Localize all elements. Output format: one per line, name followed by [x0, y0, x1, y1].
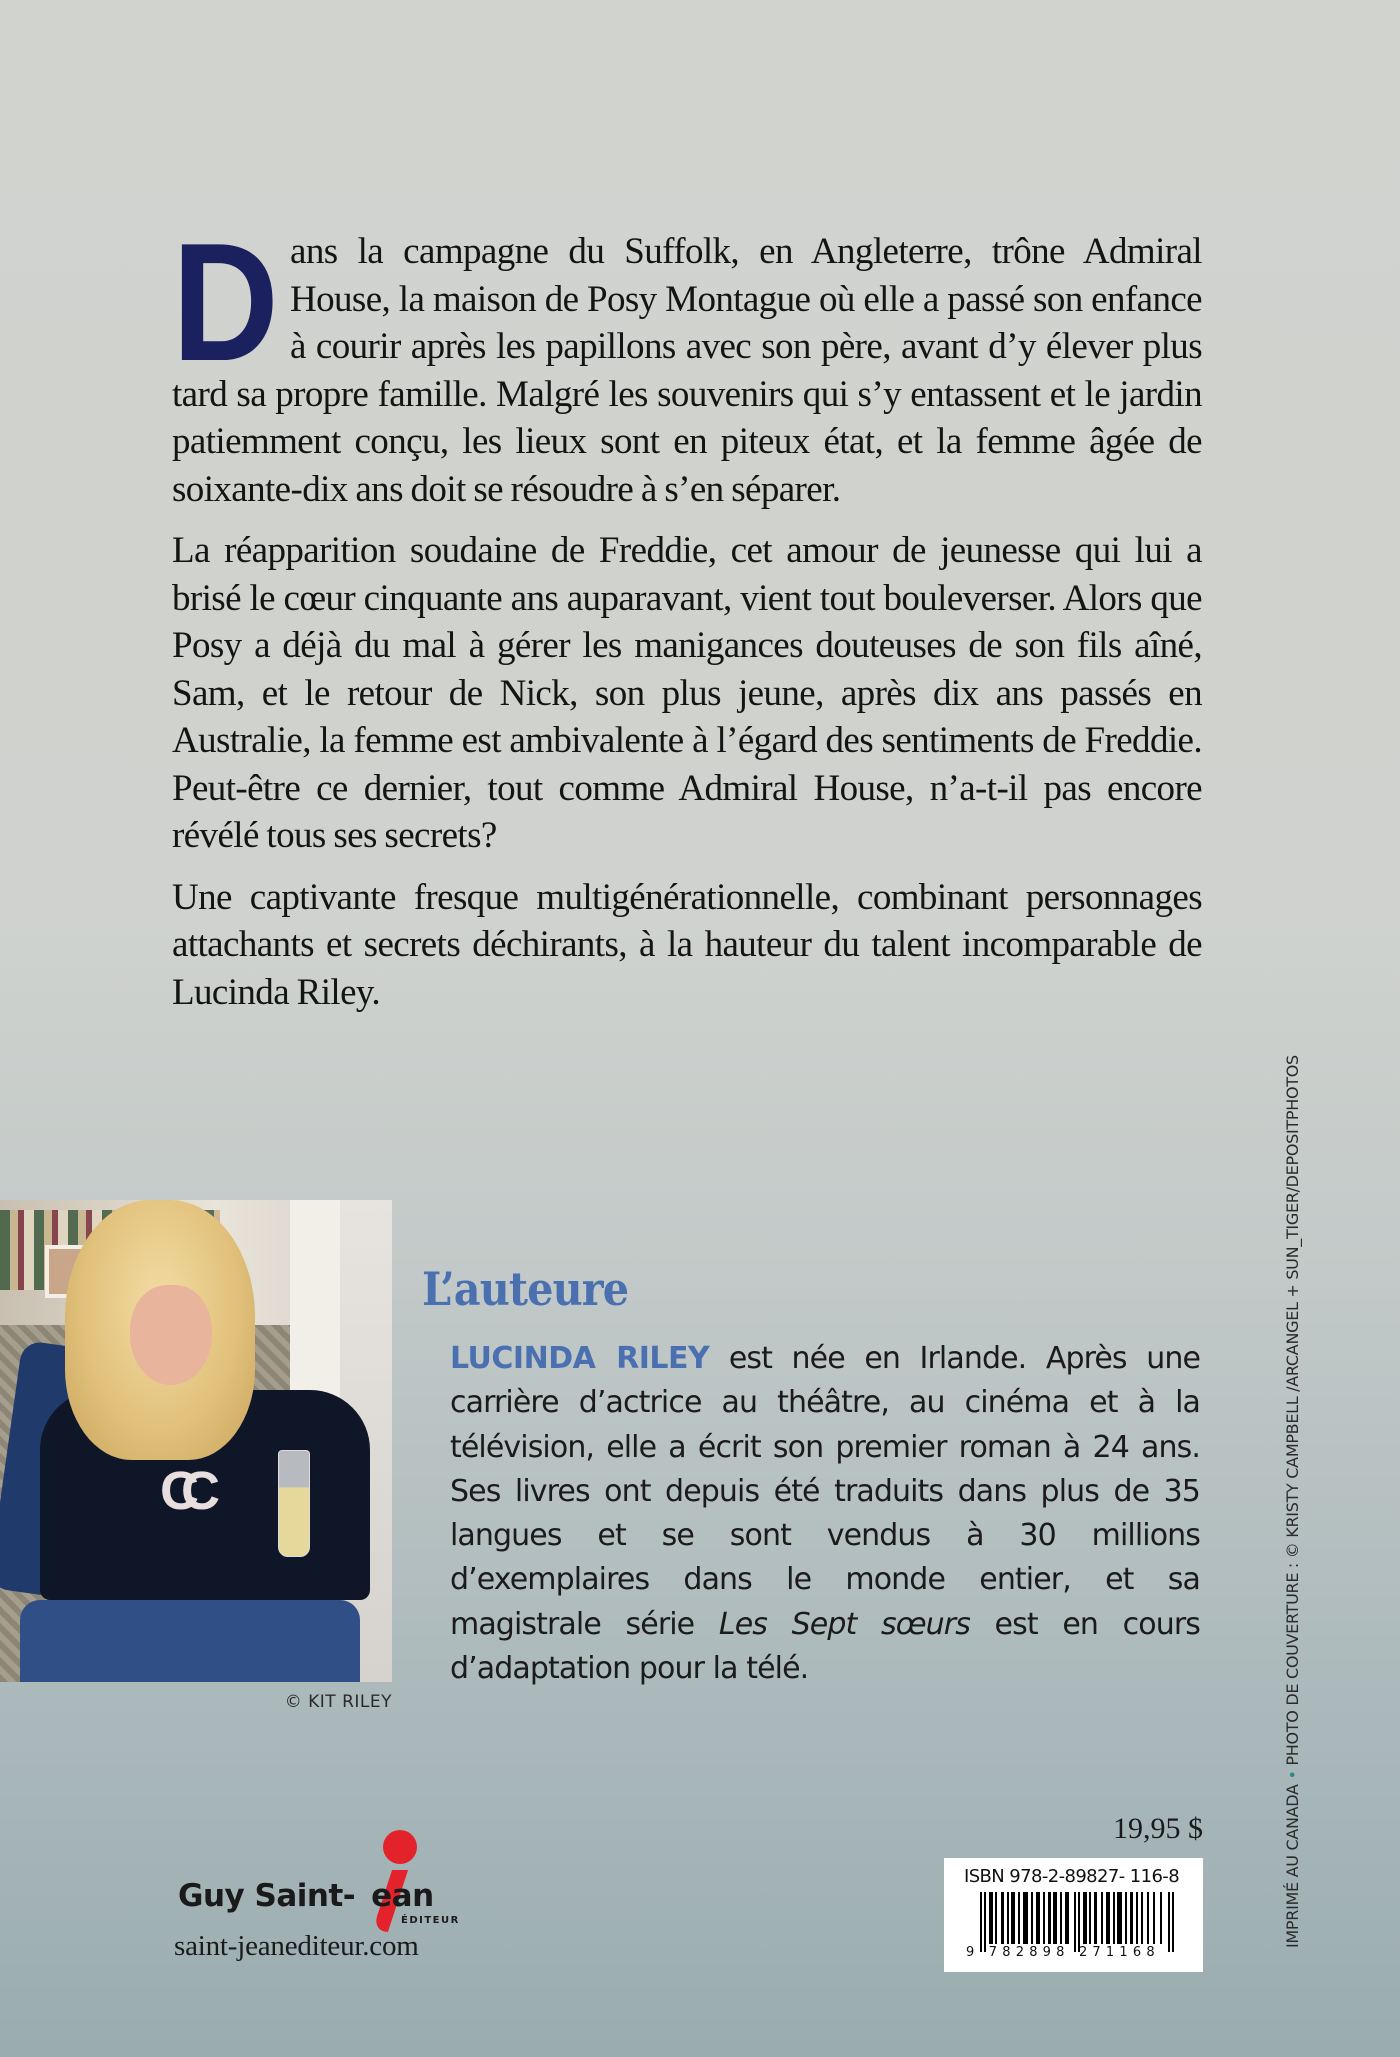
photo-face [130, 1285, 212, 1385]
author-photo [0, 1200, 392, 1682]
photo-jeans [20, 1600, 360, 1682]
publisher-name-suffix: ean [371, 1878, 434, 1914]
publisher-name [178, 1878, 434, 1914]
publisher-logo-dot-icon [383, 1830, 417, 1864]
drop-cap: D [172, 208, 279, 396]
author-bio-text-1: est née en Irlande. Après une carrière d’actrice au théâtre, au cinéma et à la télévision, elle a écrit son premier roman à 24 ans. Ses livres ont depuis été traduits dans plus de 35 langues et se sont vendus à 30 millions d’exemplaires dans le monde entier, et sa magistrale série [450, 1341, 1200, 1642]
printing-and-cover-credits [1283, 868, 1302, 1948]
cover-photo-credit: PHOTO DE COUVERTURE : © KRISTY CAMPBELL /ARCANGEL + SUN_TIGER/DEPOSITPHOTOS [1283, 1055, 1302, 1766]
price: 19,95 $ [1113, 1812, 1203, 1845]
isbn-label: ISBN 978-2-89827- 116-8 [964, 1866, 1180, 1887]
isbn-barcode-box [944, 1858, 1203, 1972]
publisher-name-prefix: Guy Saint- [178, 1878, 356, 1914]
barcode-icon [980, 1892, 1175, 1952]
photo-champagne-glass [278, 1450, 310, 1557]
publisher-subtitle: ÉDITEUR [401, 1915, 460, 1926]
author-bio-text-2: est en cours d’adaptation pour la télé. [450, 1606, 1200, 1687]
publisher-website: saint-jeanediteur.com [174, 1930, 419, 1962]
bullet-icon: • [1283, 1770, 1302, 1780]
blurb-paragraph-1-text: ans la campagne du Suffolk, en Angleterre, trône Admiral House, la maison de Posy Montague où elle a passé son enfance à courir après les papillons avec son père, avant d’y élever plus tard sa propre famille. Malgré les souvenirs qui s’y entassent et le jardin patiemment conçu, les lieux sont en piteux état, et la femme âgée de soixante-dix ans doit se résoudre à s’en séparer. [172, 231, 1202, 510]
author-bio [450, 1337, 1200, 1691]
photo-credit: © KIT RILEY [284, 1692, 392, 1712]
printed-in: IMPRIMÉ AU CANADA [1283, 1784, 1302, 1948]
photo-sweater-logo-icon: CC [160, 1461, 202, 1521]
blurb-paragraph-2: La réapparition soudaine de Freddie, cet amour de jeunesse qui lui a brisé le cœur cinquante ans auparavant, vient tout bouleverser. Alors que Posy a déjà du mal à gérer les manigances douteuses de son fils aîné, Sam, et le retour de Nick, son plus jeune, après dix ans passés en Australie, la femme est ambivalente à l’égard des sentiments de Freddie. Peut-être ce dernier, tout comme Admiral House, n’a-t-il pas encore révélé tous ses secrets? [172, 530, 1202, 856]
blurb-paragraph-1 [172, 208, 1202, 513]
author-name: LUCINDA RILEY [450, 1341, 710, 1376]
back-cover-blurb [172, 208, 1202, 1030]
blurb-paragraph-3: Une captivante fresque multigénérationnelle, combinant personnages attachants et secrets déchirants, à la hauteur du talent incomparable de Lucinda Riley. [172, 876, 1202, 1013]
author-heading: L’auteure [422, 1262, 629, 1316]
barcode-digits: 9 782898 271168 [966, 1945, 1160, 1960]
series-title: Les Sept sœurs [718, 1606, 970, 1642]
